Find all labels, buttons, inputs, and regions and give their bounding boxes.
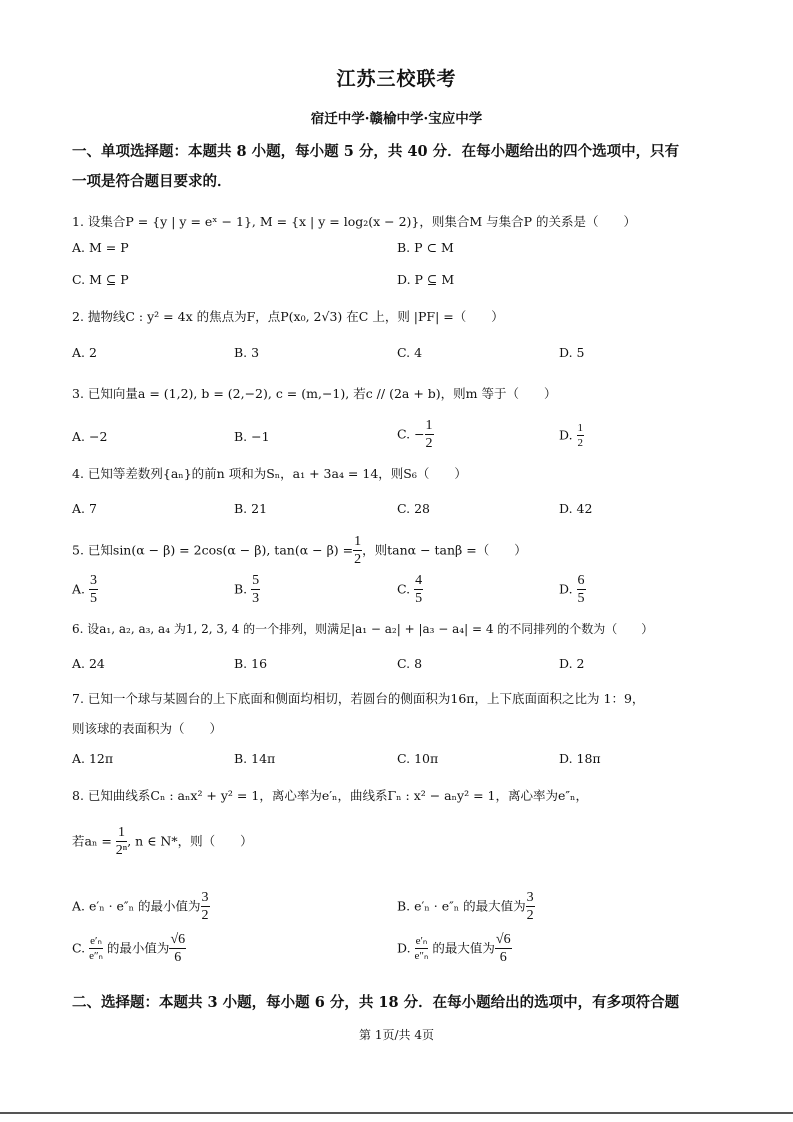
- question-4-option-d: D. 42: [559, 501, 593, 516]
- section2-heading-line1: 二、选择题：本题共 3 小题，每小题 6 分，共 18 分．在每小题给出的选项中，有多项符合题: [72, 994, 680, 1011]
- fraction-denominator: 2: [577, 437, 584, 449]
- question-8-option-c: C. $\frac{\text{e′ₙ}}{\text{e″ₙ}}$ 的最小值为 $\frac{√6}{6}$: [72, 932, 186, 965]
- fraction-denominator: 2: [526, 908, 534, 923]
- question-8-option-b: B. e′ₙ · e″ₙ 的最大值为 $\frac{3}{2}$: [397, 890, 534, 923]
- question-8-option-a: A. e′ₙ · e″ₙ 的最小值为 $\frac{3}{2}$: [72, 890, 209, 923]
- question-1-option-b: B. P ⊂ M: [397, 240, 454, 255]
- question-4-option-c: C. 28: [397, 501, 430, 516]
- question-5-stem: 5. 已知sin(α − β) = 2cos(α − β), tan(α − β) = $\frac{1}{2}$ ，则tanα − tanβ =（ ）: [72, 534, 527, 567]
- question-6-option-d: D. 2: [559, 656, 585, 671]
- fraction-numerator: 1: [577, 422, 584, 434]
- fraction-denominator: 6: [499, 950, 507, 965]
- question-5-option-c: C. $\frac{4}{5}$: [397, 573, 423, 606]
- section1-heading-line1: 一、单项选择题：本题共 8 小题，每小题 5 分，共 40 分．在每小题给出的四个选项中，只有: [72, 143, 680, 160]
- question-1-option-d: D. P ⊆ M: [397, 272, 455, 287]
- fraction-denominator: 5: [577, 591, 585, 606]
- fraction-denominator: 2ⁿ: [115, 843, 128, 858]
- question-4-stem: 4. 已知等差数列{aₙ}的前n 项和为Sₙ，a₁ + 3a₄ = 14，则S₆（ ）: [72, 466, 467, 481]
- question-8-stem-line2: 若aₙ = $\frac{1}{\text{2ⁿ}}$ , n ∈ N*，则（ ）: [72, 825, 253, 858]
- question-7-option-d: D. 18π: [559, 751, 601, 766]
- school-names: 宿迁中学·赣榆中学·宝应中学: [310, 111, 483, 127]
- question-3-option-a: A. −2: [72, 429, 108, 444]
- fraction-denominator: 6: [174, 950, 182, 965]
- fraction-numerator: 1: [354, 534, 362, 549]
- fraction-denominator: 3: [252, 591, 260, 606]
- question-3-option-c: C. − $\frac{1}{2}$: [397, 418, 433, 451]
- fraction-numerator: e′ₙ: [90, 935, 102, 947]
- fraction-denominator: e″ₙ: [414, 950, 429, 962]
- question-3-option-d: D. $\frac{1}{2}$: [559, 422, 584, 449]
- question-7-stem-line2: 则该球的表面积为（ ）: [72, 721, 223, 736]
- fraction-numerator: 1: [425, 418, 433, 433]
- question-4-option-a: A. 7: [72, 501, 97, 516]
- question-5-option-a: A. $\frac{3}{5}$: [72, 573, 97, 606]
- question-2-option-b: B. 3: [234, 345, 260, 360]
- question-6-option-c: C. 8: [397, 656, 423, 671]
- question-2-stem: 2. 抛物线C : y² = 4x 的焦点为F，点P(x₀, 2√3) 在C 上，则 |PF| =（ ）: [72, 309, 504, 324]
- question-3-stem: 3. 已知向量a = (1,2), b = (2,−2), c = (m,−1), 若c // (2a + b)，则m 等于（ ）: [72, 386, 557, 401]
- fraction-numerator: 1: [116, 826, 127, 842]
- fraction-denominator: e″ₙ: [89, 950, 103, 962]
- question-2-option-c: C. 4: [397, 345, 423, 360]
- question-1-stem: 1. 设集合P = {y | y = eˣ − 1}, M = {x | y = log₂(x − 2)}，则集合M 与集合P 的关系是（ ）: [72, 214, 637, 229]
- fraction-numerator: 5: [252, 573, 260, 588]
- question-7-option-a: A. 12π: [72, 751, 114, 766]
- fraction-numerator: √6: [170, 932, 186, 947]
- question-7-option-b: B. 14π: [234, 751, 276, 766]
- fraction-denominator: 2: [201, 908, 209, 923]
- fraction-numerator: 4: [415, 573, 423, 588]
- question-2-option-a: A. 2: [72, 345, 97, 360]
- fraction-denominator: 5: [415, 591, 423, 606]
- question-3-option-b: B. −1: [234, 429, 270, 444]
- question-6-stem: 6. 设a₁, a₂, a₃, a₄ 为1, 2, 3, 4 的一个排列，则满足|a₁ − a₂| + |a₃ − a₄| = 4 的不同排列的个数为（ ）: [72, 622, 654, 636]
- question-7-option-c: C. 10π: [397, 751, 439, 766]
- question-6-option-b: B. 16: [234, 656, 268, 671]
- fraction-numerator: e′ₙ: [415, 935, 428, 947]
- fraction-numerator: 3: [201, 890, 209, 905]
- question-8-option-d: D. $\frac{\text{e′ₙ}}{\text{e″ₙ}}$ 的最大值为 $\frac{√6}{6}$: [397, 932, 511, 965]
- fraction-denominator: 2: [425, 436, 433, 451]
- section1-heading-line2: 一项是符合题目要求的．: [72, 173, 232, 190]
- fraction-numerator: √6: [495, 932, 511, 947]
- question-7-stem: 7. 已知一个球与某圆台的上下底面和侧面均相切，若圆台的侧面积为16π，上下底面面积之比为 1：9，: [72, 691, 645, 706]
- question-1-option-a: A. M = P: [72, 240, 129, 255]
- question-5-option-b: B. $\frac{5}{3}$: [234, 573, 260, 606]
- fraction-numerator: 3: [90, 573, 97, 588]
- fraction-denominator: 5: [90, 591, 97, 606]
- question-1-option-c: C. M ⊆ P: [72, 272, 129, 287]
- question-4-option-b: B. 21: [234, 501, 268, 516]
- question-6-option-a: A. 24: [72, 656, 105, 671]
- question-8-stem: 8. 已知曲线系Cₙ : aₙx² + y² = 1，离心率为e′ₙ，曲线系Γₙ : x² − aₙy² = 1，离心率为e″ₙ，: [72, 788, 588, 803]
- fraction-numerator: 3: [526, 890, 534, 905]
- question-5-option-d: D. $\frac{6}{5}$: [559, 573, 585, 606]
- page-number-footer: 第 1页/共 4页: [359, 1028, 434, 1042]
- bottom-divider: [0, 1112, 793, 1114]
- fraction-denominator: 2: [354, 552, 362, 567]
- question-2-option-d: D. 5: [559, 345, 585, 360]
- page-title: 江苏三校联考: [336, 68, 457, 90]
- fraction-numerator: 6: [577, 573, 585, 588]
